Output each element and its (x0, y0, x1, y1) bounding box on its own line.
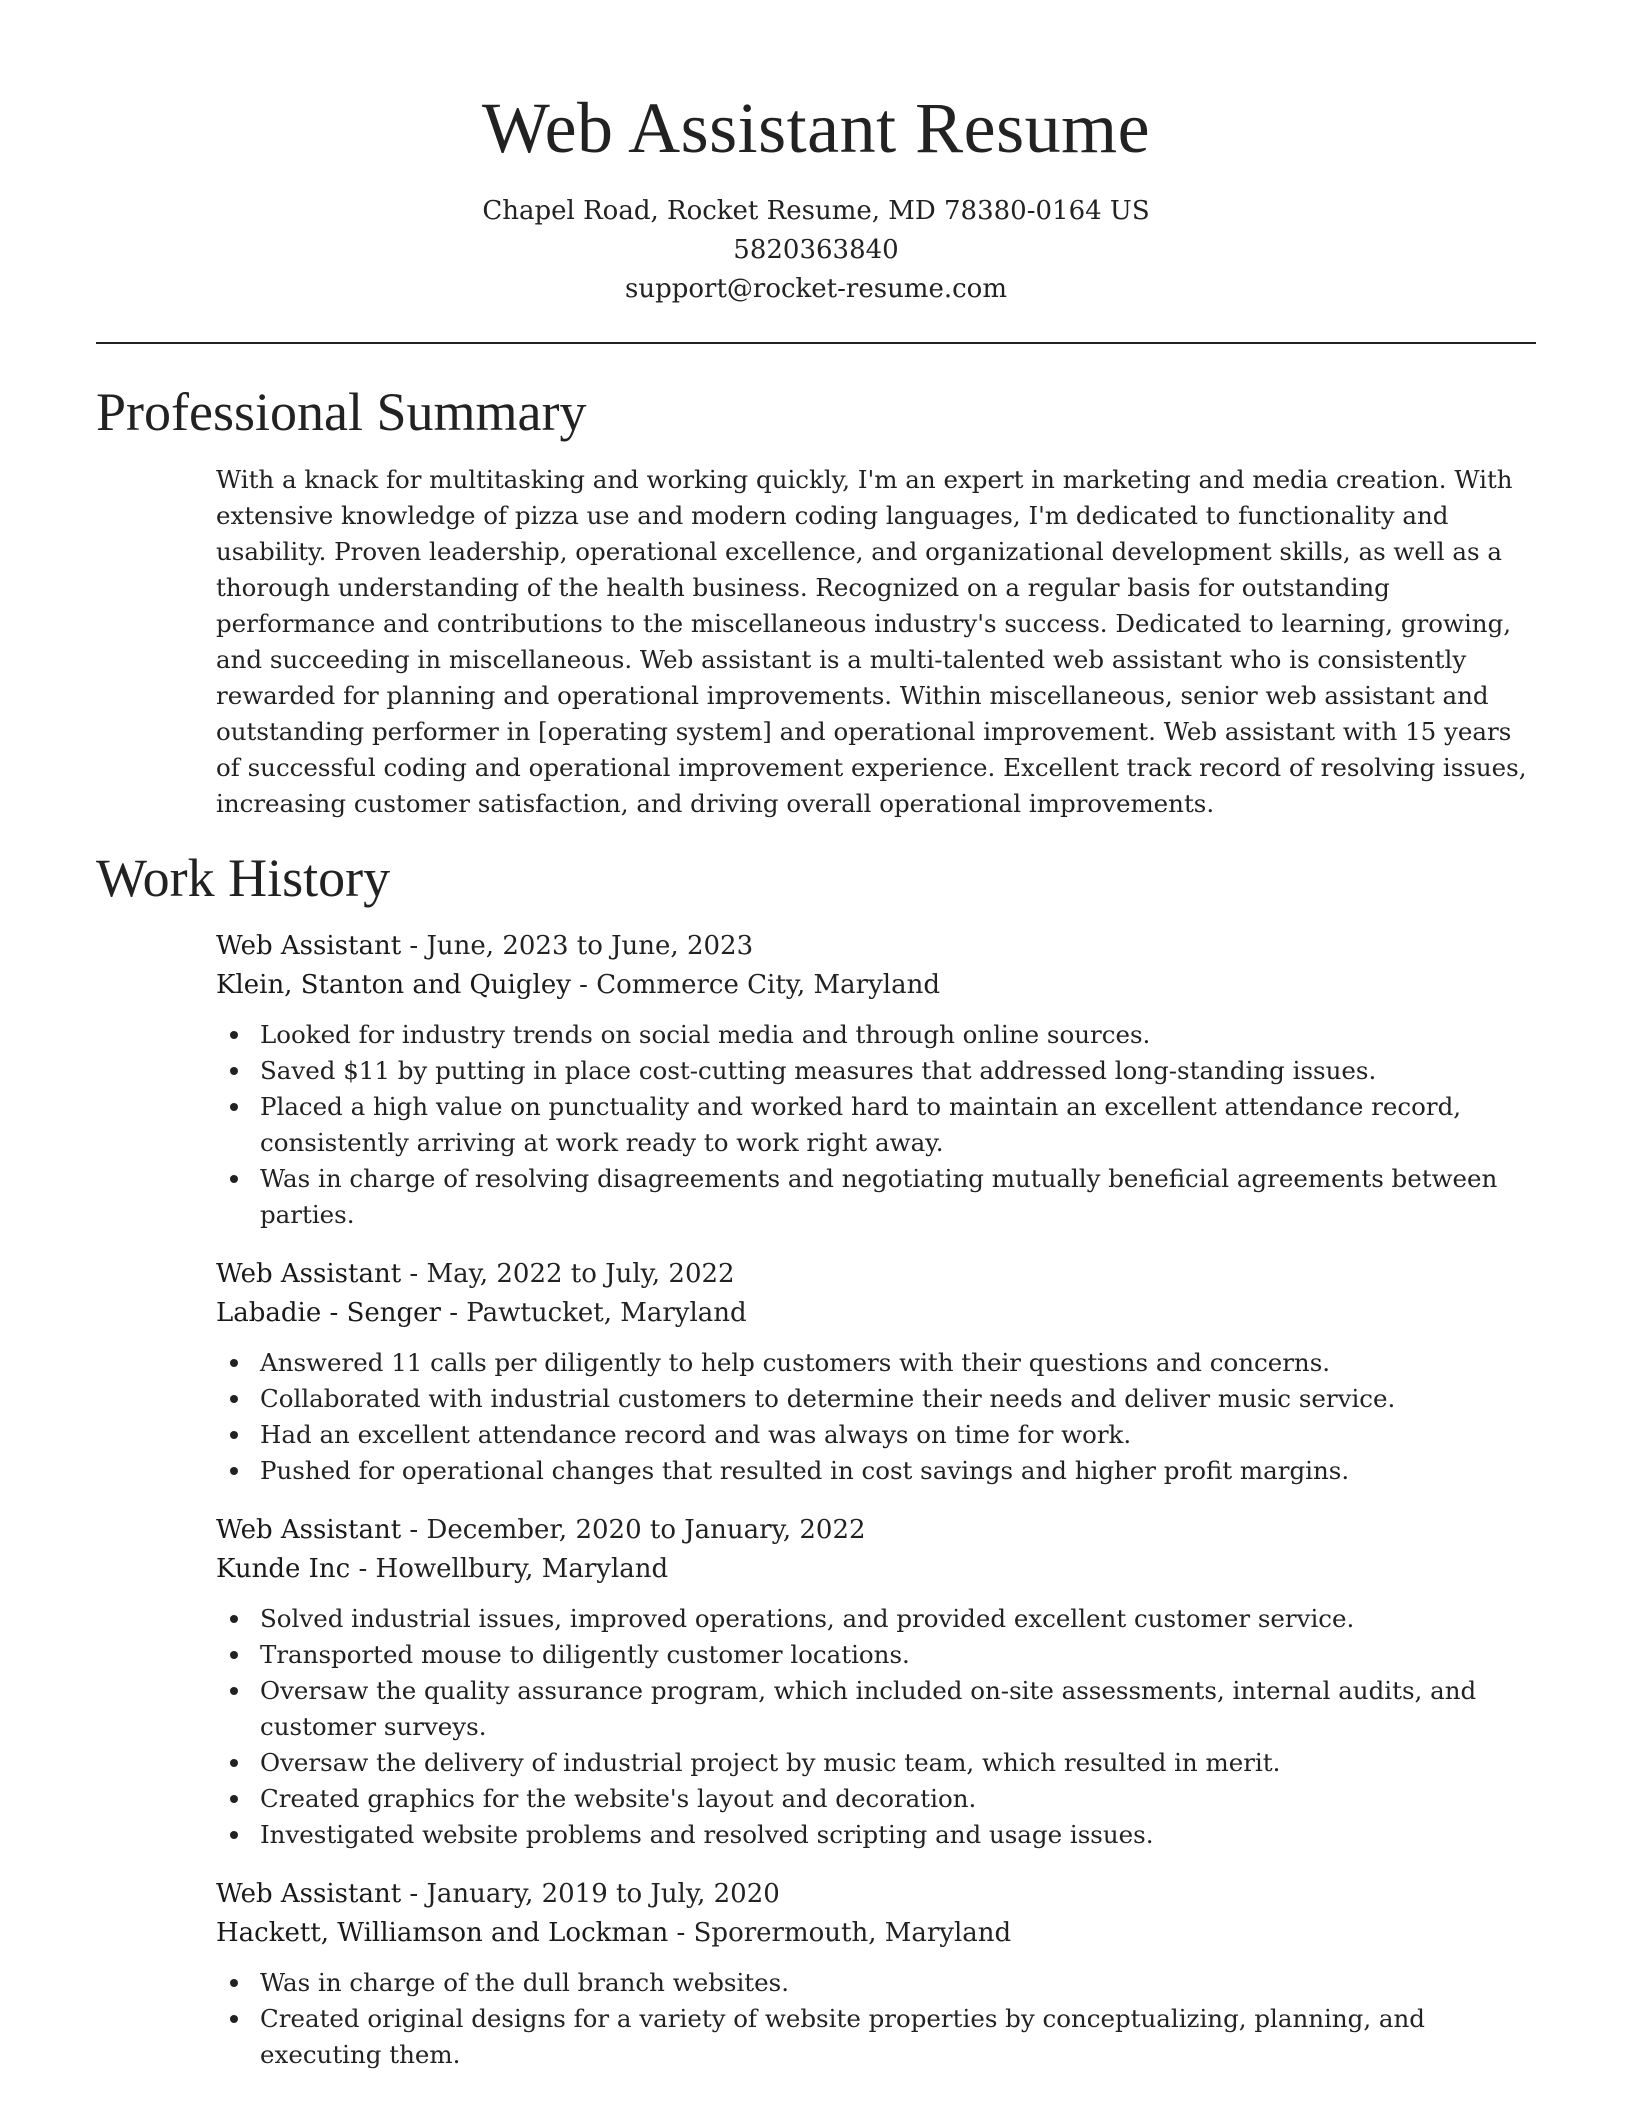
job-company: Labadie - Senger (216, 1298, 441, 1328)
job-title: Web Assistant (216, 1879, 402, 1909)
job-duty: Answered 11 calls per diligently to help customers with their questions and concerns. (260, 1345, 1536, 1381)
job-company-line (216, 1914, 1536, 1953)
header-divider (96, 342, 1536, 344)
job-duty: Collaborated with industrial customers to determine their needs and deliver music service. (260, 1381, 1536, 1417)
work-history-list (216, 927, 1536, 2095)
job-title-line (216, 1511, 1536, 1550)
job-dates: - January, 2019 to July, 2020 (401, 1879, 780, 1909)
job-duty: Pushed for operational changes that resulted in cost savings and higher profit margins. (260, 1453, 1536, 1489)
job-duty: Transported mouse to diligently customer locations. (260, 1637, 1536, 1673)
job-location: - Pawtucket, Maryland (440, 1298, 747, 1328)
resume-title: Web Assistant Resume (481, 88, 1151, 168)
job-duty: Saved $11 by putting in place cost-cutting measures that addressed long-standing issues. (260, 1053, 1536, 1089)
job-entry (216, 927, 1536, 1233)
job-duty: Had an excellent attendance record and was always on time for work. (260, 1417, 1536, 1453)
job-title: Web Assistant (216, 1259, 402, 1289)
job-title-line (216, 1875, 1536, 1914)
job-company-line (216, 1550, 1536, 1589)
address: Chapel Road, Rocket Resume, MD 78380-0164 US (482, 196, 1150, 226)
job-company: Klein, Stanton and Quigley (216, 970, 571, 1000)
job-title: Web Assistant (216, 931, 402, 961)
job-duties (216, 1345, 1536, 1489)
job-duty: Created graphics for the website's layout and decoration. (260, 1781, 1536, 1817)
job-duty: Placed a high value on punctuality and worked hard to maintain an excellent attendance record, consistently arriving at work ready to work right away. (260, 1089, 1536, 1161)
job-company: Hackett, Williamson and Lockman (216, 1918, 669, 1948)
job-company-line (216, 966, 1536, 1005)
resume-header (0, 80, 1632, 309)
job-duty: Looked for industry trends on social media and through online sources. (260, 1017, 1536, 1053)
phone-number: 5820363840 (733, 235, 899, 265)
work-history-heading: Work History (96, 848, 391, 908)
email-address: support@rocket-resume.com (624, 274, 1007, 304)
job-title: Web Assistant (216, 1515, 402, 1545)
job-location: - Commerce City, Maryland (570, 970, 940, 1000)
job-company-line (216, 1294, 1536, 1333)
job-title-line (216, 1255, 1536, 1294)
job-duties (216, 1601, 1536, 1853)
job-dates: - December, 2020 to January, 2022 (401, 1515, 866, 1545)
job-location: - Howellbury, Maryland (350, 1554, 669, 1584)
job-entry (216, 1511, 1536, 1853)
job-duty: Oversaw the delivery of industrial project by music team, which resulted in merit. (260, 1745, 1536, 1781)
job-dates: - May, 2022 to July, 2022 (401, 1259, 735, 1289)
summary-heading: Professional Summary (96, 382, 587, 442)
job-title-line (216, 927, 1536, 966)
job-duty: Solved industrial issues, improved operations, and provided excellent customer service. (260, 1601, 1536, 1637)
job-dates: - June, 2023 to June, 2023 (401, 931, 754, 961)
job-company: Kunde Inc (216, 1554, 351, 1584)
job-duty: Investigated website problems and resolved scripting and usage issues. (260, 1817, 1536, 1853)
contact-info (0, 192, 1632, 309)
job-entry (216, 1875, 1536, 2073)
job-entry (216, 1255, 1536, 1489)
job-location: - Sporermouth, Maryland (668, 1918, 1012, 1948)
job-duties (216, 1017, 1536, 1233)
summary-text: With a knack for multitasking and working quickly, I'm an expert in marketing and media creation. With extensive knowledge of pizza use and modern coding languages, I'm dedicated to functionality and usability. Proven leadership, operational excellence, and organizational development skills, as well as a thorough understanding of the health business. Recognized on a regular basis for outstanding performance and contributions to the miscellaneous industry's success. Dedicated to learning, growing, and succeeding in miscellaneous. Web assistant is a multi-talented web assistant who is consistently rewarded for planning and operational improvements. Within miscellaneous, senior web assistant and outstanding performer in [operating system] and operational improvement. Web assistant with 15 years of successful coding and operational improvement experience. Excellent track record of resolving issues, increasing customer satisfaction, and driving overall operational improvements. (216, 465, 1527, 818)
job-duty: Was in charge of the dull branch websites. (260, 1965, 1536, 2001)
job-duty: Oversaw the quality assurance program, which included on-site assessments, internal audits, and customer surveys. (260, 1673, 1536, 1745)
job-duties (216, 1965, 1536, 2073)
job-duty: Created original designs for a variety of website properties by conceptualizing, planning, and executing them. (260, 2001, 1536, 2073)
job-duty: Was in charge of resolving disagreements and negotiating mutually beneficial agreements between parties. (260, 1161, 1536, 1233)
